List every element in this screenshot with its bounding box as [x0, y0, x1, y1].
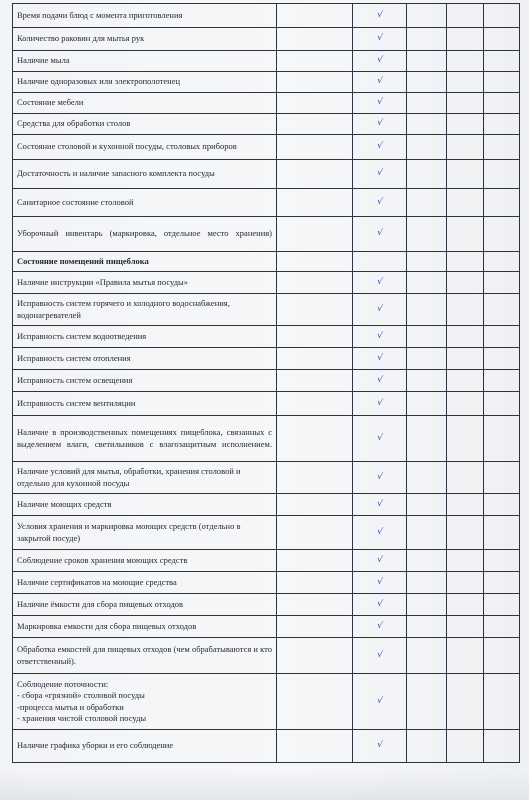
check-cell	[353, 28, 407, 51]
empty-cell	[447, 28, 484, 51]
empty-cell	[447, 674, 484, 730]
empty-cell	[484, 572, 520, 594]
checklist-row	[13, 135, 520, 160]
empty-cell	[407, 114, 447, 135]
empty-cell	[407, 294, 447, 326]
checkmark-icon: √	[376, 55, 383, 66]
checklist-row	[13, 93, 520, 114]
criterion-label: Наличие условий для мытья, обработки, хранения столовой и отдельно для кухонной посуды	[13, 462, 277, 494]
empty-cell	[407, 51, 447, 72]
checklist-row	[13, 416, 520, 462]
criterion-label: Уборочный инвентарь (маркировка, отдельное место хранения)	[13, 217, 277, 252]
checklist-row	[13, 28, 520, 51]
empty-cell	[447, 348, 484, 370]
empty-cell	[447, 494, 484, 516]
checkmark-icon: √	[376, 330, 383, 342]
empty-cell	[277, 72, 353, 93]
criterion-label: Наличие инструкции «Правила мытья посуды»	[13, 272, 277, 294]
empty-cell	[447, 189, 484, 217]
page-bottom-shade	[0, 770, 529, 800]
checkmark-icon: √	[376, 352, 383, 364]
check-cell	[353, 516, 407, 550]
empty-cell	[484, 416, 520, 462]
empty-cell	[277, 638, 353, 674]
empty-cell	[277, 252, 353, 272]
check-cell	[353, 4, 407, 28]
empty-cell	[407, 616, 447, 638]
criterion-label: Соблюдение сроков хранения моющих средств	[13, 550, 277, 572]
checklist-row	[13, 516, 520, 550]
criterion-label: Состояние столовой и кухонной посуды, столовых приборов	[13, 135, 277, 160]
check-cell	[353, 189, 407, 217]
checklist-row	[13, 51, 520, 72]
empty-cell	[484, 392, 520, 416]
check-cell	[353, 674, 407, 730]
check-cell	[353, 462, 407, 494]
empty-cell	[447, 616, 484, 638]
checkmark-icon: √	[376, 620, 383, 632]
check-cell	[353, 51, 407, 72]
empty-cell	[407, 516, 447, 550]
empty-cell	[407, 572, 447, 594]
checkmark-icon: √	[376, 374, 383, 386]
checklist-row	[13, 550, 520, 572]
check-cell	[353, 572, 407, 594]
checklist-row	[13, 462, 520, 494]
empty-cell	[484, 550, 520, 572]
empty-cell	[407, 494, 447, 516]
empty-cell	[277, 4, 353, 28]
empty-cell	[407, 135, 447, 160]
empty-cell	[277, 674, 353, 730]
criterion-label: Наличие в производственных помещениях пищеблока, связанных с выделением влаги, светильников с влагозащитным исполнением.	[13, 416, 277, 462]
checklist-row	[13, 326, 520, 348]
empty-cell	[447, 72, 484, 93]
checklist-row	[13, 4, 520, 28]
checklist-row	[13, 494, 520, 516]
empty-cell	[484, 4, 520, 28]
empty-cell	[277, 294, 353, 326]
empty-cell	[484, 252, 520, 272]
empty-cell	[447, 93, 484, 114]
empty-cell	[407, 72, 447, 93]
empty-cell	[484, 28, 520, 51]
empty-cell	[407, 160, 447, 189]
empty-cell	[484, 370, 520, 392]
checklist-row	[13, 217, 520, 252]
empty-cell	[484, 516, 520, 550]
criterion-label: Наличие сертификатов на моющие средства	[13, 572, 277, 594]
empty-cell	[277, 272, 353, 294]
empty-cell	[484, 294, 520, 326]
checklist-row	[13, 594, 520, 616]
empty-cell	[277, 51, 353, 72]
check-cell	[353, 550, 407, 572]
criterion-label: Состояние мебели	[13, 93, 277, 114]
empty-cell	[447, 516, 484, 550]
checklist-row	[13, 730, 520, 763]
empty-cell	[407, 348, 447, 370]
checkmark-icon: √	[376, 649, 383, 661]
empty-cell	[447, 135, 484, 160]
empty-cell	[447, 4, 484, 28]
empty-cell	[484, 594, 520, 616]
empty-cell	[484, 93, 520, 114]
checklist-row	[13, 294, 520, 326]
criterion-label: Наличие мыла	[13, 51, 277, 72]
checkmark-icon: √	[376, 141, 383, 152]
empty-cell	[407, 730, 447, 763]
criterion-label: Достаточность и наличие запасного комплекта посуды	[13, 160, 277, 189]
checkmark-icon: √	[376, 695, 383, 707]
check-cell	[353, 348, 407, 370]
empty-cell	[447, 392, 484, 416]
empty-cell	[484, 638, 520, 674]
empty-cell	[407, 594, 447, 616]
check-cell	[353, 294, 407, 326]
empty-cell	[407, 272, 447, 294]
empty-cell	[447, 730, 484, 763]
checkmark-icon: √	[376, 432, 383, 444]
criterion-label: Исправность систем водоотведения	[13, 326, 277, 348]
checklist-row	[13, 189, 520, 217]
empty-cell	[277, 730, 353, 763]
checklist-table	[12, 3, 520, 763]
criterion-label: Исправность систем отопления	[13, 348, 277, 370]
empty-cell	[277, 348, 353, 370]
criterion-label: Маркировка емкости для сбора пищевых отходов	[13, 616, 277, 638]
empty-cell	[277, 135, 353, 160]
empty-cell	[407, 462, 447, 494]
check-cell	[353, 494, 407, 516]
empty-cell	[407, 638, 447, 674]
checkmark-icon: √	[376, 97, 383, 108]
empty-cell	[277, 516, 353, 550]
criterion-label: Наличие графика уборки и его соблюдение	[13, 730, 277, 763]
checkmark-icon: √	[376, 228, 383, 239]
check-cell	[353, 730, 407, 763]
empty-cell	[277, 494, 353, 516]
checkmark-icon: √	[376, 397, 383, 409]
empty-cell	[277, 572, 353, 594]
check-cell	[353, 326, 407, 348]
checklist-row	[13, 72, 520, 93]
empty-cell	[447, 252, 484, 272]
empty-cell	[277, 416, 353, 462]
empty-cell	[484, 51, 520, 72]
checkmark-icon: √	[376, 76, 383, 87]
checklist-row	[13, 674, 520, 730]
checkmark-icon: √	[376, 168, 383, 179]
checkmark-icon: √	[376, 33, 383, 44]
checklist-row	[13, 616, 520, 638]
empty-cell	[447, 572, 484, 594]
empty-cell	[484, 494, 520, 516]
checkmark-icon: √	[376, 526, 383, 538]
empty-cell	[447, 114, 484, 135]
checkmark-icon: √	[376, 276, 383, 288]
empty-cell	[277, 93, 353, 114]
empty-cell	[484, 189, 520, 217]
criterion-label: Исправность систем горячего и холодного водоснабжения, водонагревателей	[13, 294, 277, 326]
checklist-row	[13, 370, 520, 392]
checkmark-icon: √	[376, 740, 383, 751]
empty-cell	[484, 674, 520, 730]
empty-cell	[447, 550, 484, 572]
empty-cell	[484, 217, 520, 252]
empty-cell	[447, 294, 484, 326]
checkmark-icon: √	[376, 554, 383, 566]
check-cell	[353, 93, 407, 114]
checkmark-icon: √	[376, 598, 383, 610]
checkmark-icon: √	[376, 498, 383, 510]
criterion-label: Средства для обработки столов	[13, 114, 277, 135]
empty-cell	[277, 114, 353, 135]
check-cell	[353, 217, 407, 252]
empty-cell	[484, 72, 520, 93]
checkmark-icon: √	[376, 118, 383, 129]
empty-cell	[277, 616, 353, 638]
empty-cell	[447, 370, 484, 392]
criterion-label: Наличие моющих средств	[13, 494, 277, 516]
empty-cell	[277, 462, 353, 494]
empty-cell	[484, 348, 520, 370]
empty-cell	[277, 594, 353, 616]
criterion-label: Количество раковин для мытья рук	[13, 28, 277, 51]
empty-cell	[407, 252, 447, 272]
criterion-label: Исправность систем вентиляции	[13, 392, 277, 416]
empty-cell	[447, 416, 484, 462]
empty-cell	[407, 93, 447, 114]
empty-cell	[407, 189, 447, 217]
empty-cell	[277, 550, 353, 572]
check-cell	[353, 114, 407, 135]
empty-cell	[277, 392, 353, 416]
checklist-row	[13, 348, 520, 370]
check-cell	[353, 392, 407, 416]
empty-cell	[447, 217, 484, 252]
empty-cell	[407, 4, 447, 28]
empty-cell	[484, 730, 520, 763]
section-header-label: Состояние помещений пищеблока	[13, 252, 277, 272]
check-cell	[353, 638, 407, 674]
section-header-row	[13, 252, 520, 272]
criterion-label: Обработка емкостей для пищевых отходов (чем обрабатываются и кто ответственный).	[13, 638, 277, 674]
empty-cell	[277, 160, 353, 189]
empty-cell	[484, 616, 520, 638]
empty-cell	[484, 160, 520, 189]
empty-cell	[277, 370, 353, 392]
empty-cell	[277, 217, 353, 252]
check-cell	[353, 252, 407, 272]
checkmark-icon: √	[376, 196, 383, 208]
checklist-row	[13, 392, 520, 416]
empty-cell	[407, 28, 447, 51]
criterion-label: Время подачи блюд с момента приготовления	[13, 4, 277, 28]
checklist-row	[13, 272, 520, 294]
checkmark-icon: √	[376, 9, 383, 21]
criterion-label: Исправность систем освещения	[13, 370, 277, 392]
check-cell	[353, 72, 407, 93]
empty-cell	[484, 135, 520, 160]
empty-cell	[447, 160, 484, 189]
criterion-label: Наличие одноразовых или электрополотенец	[13, 72, 277, 93]
empty-cell	[277, 28, 353, 51]
checkmark-icon: √	[376, 471, 383, 483]
checklist-row	[13, 572, 520, 594]
empty-cell	[484, 462, 520, 494]
check-cell	[353, 416, 407, 462]
empty-cell	[484, 326, 520, 348]
empty-cell	[407, 416, 447, 462]
check-cell	[353, 160, 407, 189]
empty-cell	[447, 594, 484, 616]
empty-cell	[407, 217, 447, 252]
empty-cell	[407, 326, 447, 348]
check-cell	[353, 135, 407, 160]
checkmark-icon: √	[376, 576, 383, 588]
empty-cell	[447, 51, 484, 72]
criterion-label: Соблюдение поточности: - сбора «грязной» столовой посуды -процесса мытья и обработки - хранения чистой столовой посуды	[13, 674, 277, 730]
check-cell	[353, 616, 407, 638]
checklist-row	[13, 638, 520, 674]
empty-cell	[484, 114, 520, 135]
empty-cell	[407, 550, 447, 572]
empty-cell	[407, 392, 447, 416]
empty-cell	[447, 638, 484, 674]
check-cell	[353, 594, 407, 616]
checklist-row	[13, 160, 520, 189]
empty-cell	[407, 674, 447, 730]
empty-cell	[447, 326, 484, 348]
criterion-label: Наличие ёмкости для сбора пищевых отходов	[13, 594, 277, 616]
empty-cell	[447, 272, 484, 294]
criterion-label: Условия хранения и маркировка моющих средств (отдельно в закрытой посуде)	[13, 516, 277, 550]
empty-cell	[484, 272, 520, 294]
empty-cell	[407, 370, 447, 392]
check-cell	[353, 272, 407, 294]
empty-cell	[447, 462, 484, 494]
check-cell	[353, 370, 407, 392]
empty-cell	[277, 326, 353, 348]
checklist-row	[13, 114, 520, 135]
checkmark-icon: √	[376, 303, 383, 315]
empty-cell	[277, 189, 353, 217]
criterion-label: Санитарное состояние столовой	[13, 189, 277, 217]
